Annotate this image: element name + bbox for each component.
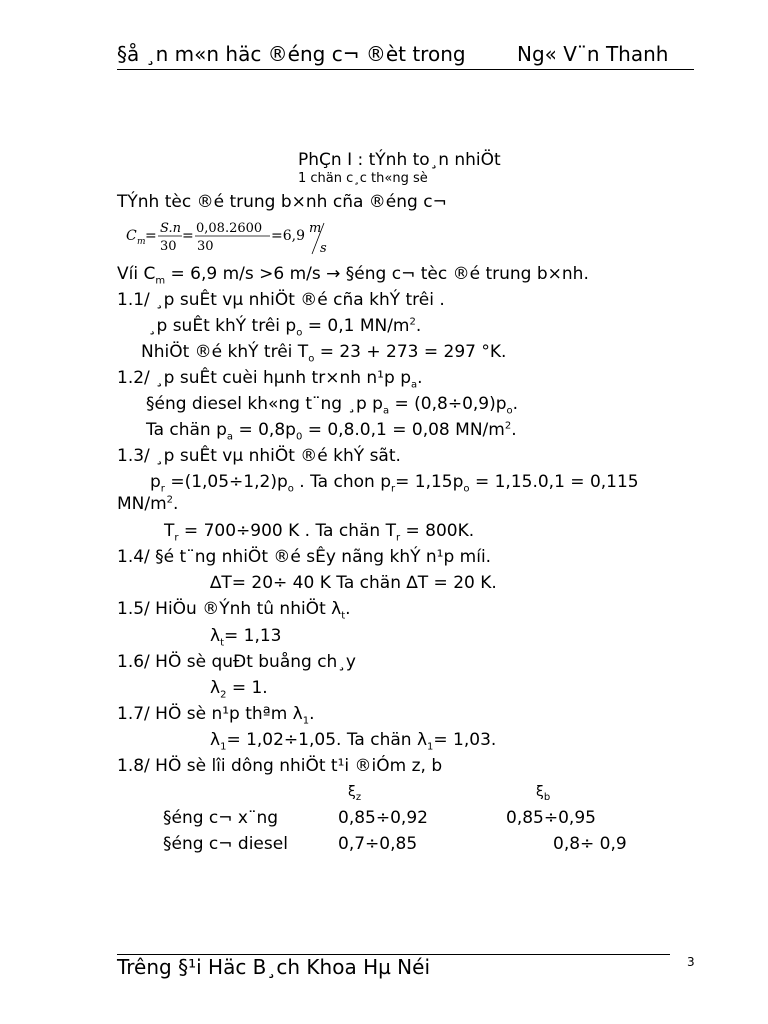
- heading-1-6: 1.6/ HÖ sè quÐt buång ch¸y: [117, 652, 356, 672]
- table-row-label: §éng c¬ diesel: [163, 834, 288, 854]
- text-line: $\lambda_t= 1,13$: [210, 626, 282, 649]
- formula-den1: 30: [160, 239, 177, 254]
- header-left: §å ¸n m«n häc ®éng c¬ ®èt trong: [117, 42, 466, 66]
- heading-1-1: 1.1/ ¸p suÊt vµ nhiÖt ®é cña khÝ trêi .: [117, 290, 445, 310]
- formula-lhs: C: [126, 228, 137, 244]
- table-cell-z: 0,85÷0,92: [338, 808, 428, 828]
- page-number: 3: [687, 955, 695, 969]
- section-title: PhÇn I : tÝnh to¸n nhiÖt: [298, 150, 501, 170]
- formula-unit-den: s: [320, 241, 327, 256]
- formula-eq3: =6,9: [271, 228, 305, 244]
- text-line: $MN/m^2$.: [117, 494, 179, 514]
- formula-eq2: =: [182, 228, 194, 244]
- formula-den2: 30: [197, 239, 214, 254]
- text-line: ∆T= 20÷ 40 K Ta chän ∆T = 20 K.: [210, 573, 497, 593]
- formula-unit-num: m: [309, 221, 322, 236]
- table-cell-z: 0,7÷0,85: [338, 834, 418, 854]
- header-right: Ng« V¨n Thanh: [517, 42, 669, 66]
- text-line: §éng diesel kh«ng t¨ng ¸p $p_a = (0,8\div 0,9)p_o$.: [146, 394, 519, 417]
- text-line: $\lambda_2 = 1$.: [210, 678, 268, 701]
- text-line: $T_r = 700\div 900$ K . Ta chän $T_r = 800K$.: [164, 521, 475, 544]
- text-line: Ta chän $p_a = 0,8p_0 = 0,8.0,1 = 0,08$ $MN/m^2$.: [146, 420, 517, 443]
- formula-num1: S.n: [160, 221, 181, 236]
- text-line: $p_r =(1,05\div 1,2)p_o$ . Ta chon $p_r= 1,15p_o = 1,15.0,1 = 0,115$: [150, 472, 639, 495]
- table-col-z: $\xi_z$: [348, 784, 362, 803]
- heading-1-2: 1.2/ ¸p suÊt cuèi hµnh tr×nh n¹p $p_a$.: [117, 368, 423, 391]
- text-line: Víi $C_m = 6,9$ m/s >6 m/s → §éng c¬ tèc ®é trung b×nh.: [117, 264, 589, 287]
- formula-eq1: =: [145, 228, 157, 244]
- heading-1-3: 1.3/ ¸p suÊt vµ nhiÖt ®é khÝ sãt.: [117, 446, 401, 466]
- heading-1-8: 1.8/ HÖ sè lîi dông nhiÖt t¹i ®iÓm z, b: [117, 756, 443, 776]
- text-line: NhiÖt ®é khÝ trêi $T_o = 23 + 273 = 297$ °K.: [141, 342, 507, 365]
- text-line: TÝnh tèc ®é trung b×nh cña ®éng c¬: [117, 192, 447, 212]
- heading-1-4: 1.4/ §é t¨ng nhiÖt ®é sÊy nãng khÝ n¹p míi.: [117, 547, 492, 567]
- heading-1-5: 1.5/ HiÖu ®Ýnh tû nhiÖt $\lambda_t$.: [117, 599, 351, 622]
- heading-1-7: 1.7/ HÖ sè n¹p thªm $\lambda_1$.: [117, 704, 315, 727]
- footer-text: Trêng §¹i Häc B¸ch Khoa Hµ Néi: [117, 955, 431, 979]
- table-cell-b: 0,85÷0,95: [506, 808, 596, 828]
- formula-lhs-sub: m: [137, 237, 146, 247]
- formula-num2: 0,08.2600: [196, 221, 263, 236]
- text-line: $\lambda_1= 1,02\div 1,05$. Ta chän $\lambda_1= 1,03$.: [210, 730, 497, 753]
- text-line: ¸p suÊt khÝ trêi $p_o = 0,1$ $MN/m^2$.: [148, 316, 422, 339]
- table-cell-b: 0,8÷ 0,9: [553, 834, 627, 854]
- table-col-b: $\xi_b$: [536, 784, 551, 803]
- section-subtitle: 1 chän c¸c th«ng sè: [298, 171, 428, 186]
- mean-piston-speed-formula: [124, 215, 344, 257]
- table-row-label: §éng c¬ x¨ng: [163, 808, 279, 828]
- header-rule: [117, 69, 694, 70]
